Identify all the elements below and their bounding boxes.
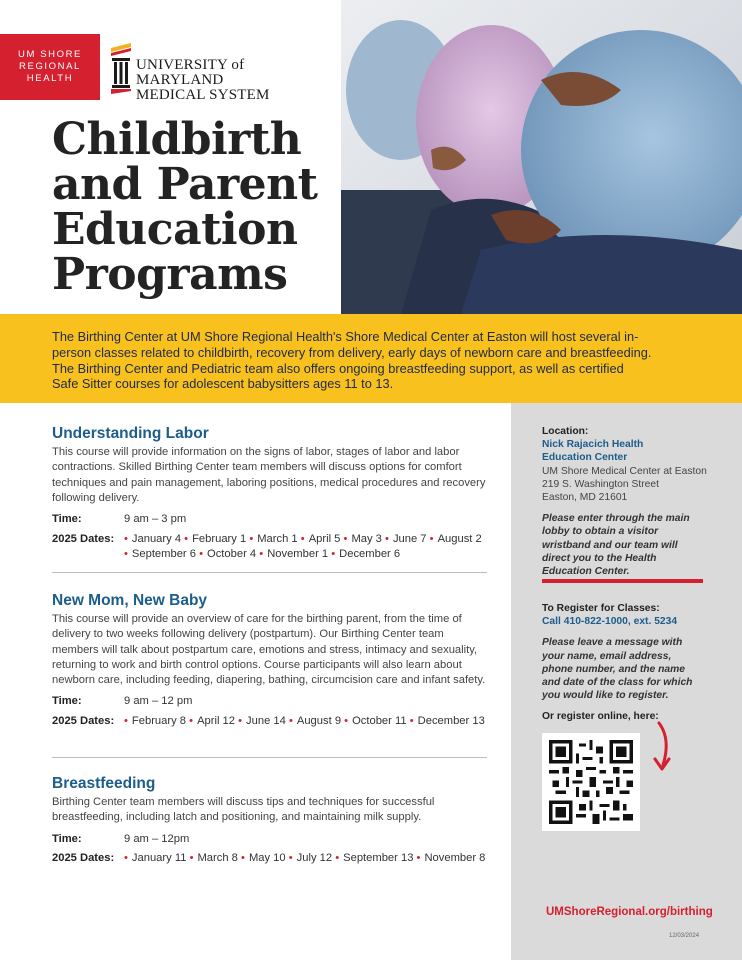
course-dates-row	[52, 532, 492, 563]
course-time-row	[52, 512, 492, 528]
course-date: • April 12	[189, 714, 235, 727]
course-date: • February 8	[124, 714, 187, 727]
registration-link[interactable]: UMShoreRegional.org/birthing	[546, 906, 713, 918]
bullet-icon: •	[416, 852, 421, 865]
course-time: 9 am – 3 pm	[124, 513, 187, 526]
course-title: New Mom, New Baby	[52, 592, 208, 609]
course-date: • April 5	[300, 532, 341, 545]
bullet-icon: •	[335, 852, 340, 865]
course-date: • November 8	[416, 852, 486, 865]
bullet-icon: •	[199, 548, 204, 561]
logo-line: REGIONAL	[19, 61, 81, 72]
time-label: Time:	[52, 513, 82, 526]
course-dates-row	[52, 714, 492, 730]
bullet-icon: •	[124, 532, 128, 545]
course-dates	[124, 851, 492, 867]
bullet-icon: •	[385, 532, 389, 545]
bullet-icon: •	[124, 852, 128, 865]
course-date: • August 9	[288, 714, 342, 727]
register-phone[interactable]: Call 410-822-1000, ext. 5234	[542, 616, 678, 628]
message-note: Please leave a message with your name, email address, phone number, and the name and date of the class for which you would like to register.	[542, 637, 693, 702]
course-date: • November 1	[259, 548, 329, 561]
course-date: • March 1	[249, 532, 298, 545]
course-dates	[124, 532, 492, 563]
location-label: Location:	[542, 426, 589, 437]
title-line: Programs	[52, 249, 288, 300]
course-date: • September 13	[335, 852, 414, 865]
course-date: • October 11	[344, 714, 407, 727]
course-date: • February 1	[184, 532, 247, 545]
course-dates-row	[52, 851, 492, 867]
bullet-icon: •	[288, 852, 293, 865]
time-label: Time:	[52, 832, 82, 845]
umms-logo	[110, 40, 320, 103]
course-description: This course will provide an overview of care for the birthing parent, from the time of delivery to two weeks following delivery (postpartum). Our Birthing Center team members will talk about postpartum care, emotions and stress, intimacy and sexuality, returning to work and birth control options. Course participants will also learn about newborn care, including feeding, diapering, bathing, circumcision care and infant safety.	[52, 613, 486, 687]
time-label: Time:	[52, 695, 82, 708]
location-block	[542, 425, 722, 578]
divider	[52, 572, 487, 573]
bullet-icon: •	[241, 852, 245, 865]
logo-line: HEALTH	[26, 73, 74, 84]
um-shore-logo	[0, 34, 100, 100]
bullet-icon: •	[249, 532, 254, 545]
title-line: Education	[52, 204, 298, 255]
info-sidebar	[511, 403, 742, 960]
date-code: 12/03/2024	[669, 933, 700, 939]
qr-code[interactable]	[542, 733, 640, 831]
course-title: Breastfeeding	[52, 775, 156, 792]
bullet-icon: •	[189, 852, 194, 865]
umms-line: UNIVERSITY of MARYLAND	[136, 57, 245, 88]
divider	[52, 757, 487, 758]
bullet-icon: •	[124, 714, 128, 727]
intro-text: The Birthing Center at UM Shore Regional Health's Shore Medical Center at Easton will host several in-person classes related to childbirth, recovery from delivery, early days of newborn care and breastfeeding. The Birthing Center and Pediatric team also offers ongoing breastfeeding support, as well as certified Safe Sitter courses for adolescent babysitters ages 11 to 13.	[52, 329, 652, 392]
hero-photo	[341, 0, 742, 314]
bullet-icon: •	[184, 532, 189, 545]
address-line: 219 S. Washington Street	[542, 478, 659, 490]
course-description: Birthing Center team members will discuss tips and techniques for successful breastfeeding, including latch and positioning, and maintaining milk supply.	[52, 796, 435, 824]
bullet-icon: •	[259, 548, 264, 561]
location-name: Education Center	[542, 452, 628, 464]
course-date: • August 2	[429, 532, 482, 545]
course-date: • July 12	[288, 852, 333, 865]
course-title: Understanding Labor	[52, 425, 209, 442]
bullet-icon: •	[238, 714, 243, 727]
course-date: • December 6	[331, 548, 401, 561]
course-date: • December 13	[409, 714, 485, 727]
course-date: • January 4	[124, 532, 182, 545]
course-time: 9 am – 12pm	[124, 832, 190, 845]
title-line: and Parent	[52, 159, 318, 210]
qr-code-icon	[549, 740, 633, 824]
course-new-mom-new-baby	[52, 592, 492, 729]
entry-note: Please enter through the main lobby to obtain a visitor wristband and our team will direct you to the Health Education Center.	[542, 513, 690, 578]
page-title	[52, 114, 342, 300]
arrow-icon	[645, 721, 673, 775]
course-time: 9 am – 12 pm	[124, 695, 193, 708]
dates-label: 2025 Dates:	[52, 532, 115, 545]
logo-line: UM SHORE	[18, 49, 82, 60]
intro-band	[0, 314, 742, 403]
register-label: To Register for Classes:	[542, 603, 660, 614]
course-time-row	[52, 694, 492, 710]
dates-label: 2025 Dates:	[52, 714, 115, 727]
bullet-icon: •	[300, 532, 305, 545]
umms-line: MEDICAL SYSTEM	[136, 87, 270, 103]
course-date: • May 10	[241, 852, 286, 865]
course-breastfeeding	[52, 775, 492, 867]
course-date: • January 11	[124, 852, 187, 865]
divider	[542, 579, 703, 583]
course-date: • May 3	[343, 532, 382, 545]
umms-mark-icon	[110, 42, 132, 94]
dates-label: 2025 Dates:	[52, 852, 115, 865]
title-line: Childbirth	[52, 114, 302, 165]
bullet-icon: •	[124, 548, 128, 561]
course-time-row	[52, 832, 492, 848]
course-date: • March 8	[189, 852, 238, 865]
course-date: • June 14	[238, 714, 286, 727]
register-block	[542, 602, 722, 724]
address-line: UM Shore Medical Center at Easton	[542, 465, 707, 477]
bullet-icon: •	[344, 714, 349, 727]
address-line: Easton, MD 21601	[542, 492, 628, 504]
course-date: • September 6	[124, 548, 196, 561]
bullet-icon: •	[331, 548, 336, 561]
course-date: • June 7	[385, 532, 427, 545]
bullet-icon: •	[343, 532, 348, 545]
course-dates	[124, 714, 492, 730]
course-date: • October 4	[199, 548, 257, 561]
online-label: Or register online, here:	[542, 711, 659, 723]
location-name: Nick Rajacich Health	[542, 439, 644, 451]
course-understanding-labor	[52, 425, 492, 563]
bullet-icon: •	[409, 714, 414, 727]
bullet-icon: •	[288, 714, 293, 727]
bullet-icon: •	[429, 532, 434, 545]
course-description: This course will provide information on the signs of labor, stages of labor and labor contractions. Skilled Birthing Center team members will discuss options for comfort techniques and pain management, laboring positions, medical procedures and recovery following delivery.	[52, 446, 486, 504]
bullet-icon: •	[189, 714, 194, 727]
